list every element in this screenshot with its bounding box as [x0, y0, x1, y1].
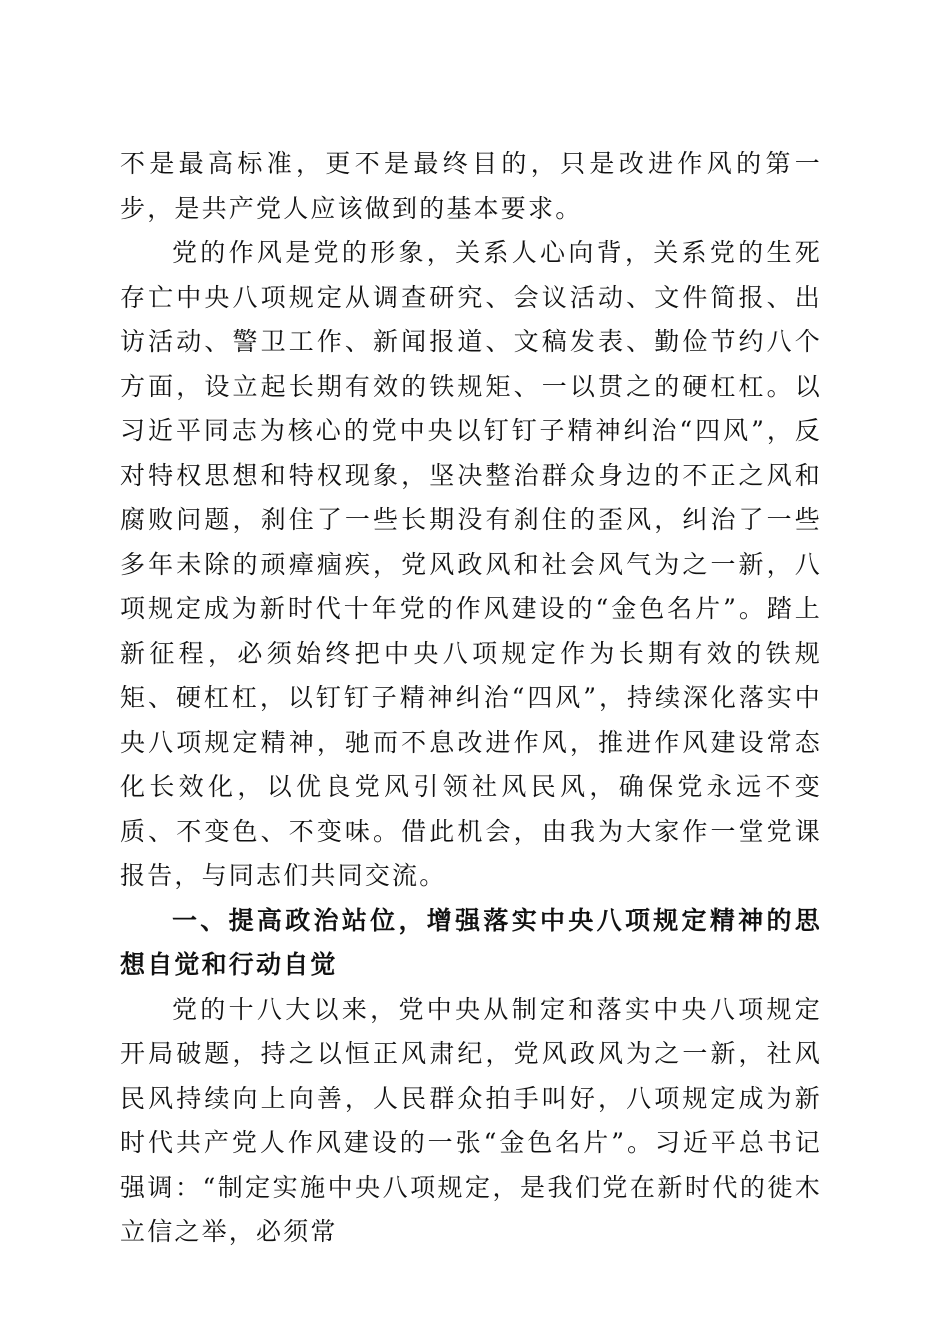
paragraph-continuation: 不是最高标准，更不是最终目的，只是改进作风的第一步，是共产党人应该做到的基本要求。 — [120, 149, 822, 223]
paragraph-party-style: 党的作风是党的形象，关系人心向背，关系党的生死存亡中央八项规定从调查研究、会议活动、文件简报、出访活动、警卫工作、新闻报道、文稿发表、勤俭节约八个方面，设立起长期有效的铁规矩、一以贯之的硬杠杠。以习近平同志为核心的党中央以钉钉子精神纠治“四风”，反对特权思想和特权现象，坚决整治群众身边的不正之风和腐败问题，刹住了一些长期没有刹住的歪风，纠治了一些多年未除的顽瘴痼疾，党风政风和社会风气为之一新，八项规定成为新时代十年党的作风建设的“金色名片”。踏上新征程，必须始终把中央八项规定作为长期有效的铁规矩、硬杠杠，以钉钉子精神纠治“四风”，持续深化落实中央八项规定精神，驰而不息改进作风，推进作风建设常态化长效化，以优良党风引领社风民风，确保党永远不变质、不变色、不变味。借此机会，由我为大家作一堂党课报告，与同志们共同交流。 — [120, 238, 822, 890]
paragraph-since-18th-congress: 党的十八大以来，党中央从制定和落实中央八项规定开局破题，持之以恒正风肃纪，党风政风为之一新，社风民风持续向上向善，人民群众拍手叫好，八项规定成为新时代共产党人作风建设的一张“金色名片”。习近平总书记强调：“制定实施中央八项规定，是我们党在新时代的徙木立信之举，必须常 — [120, 994, 822, 1246]
document-body — [120, 142, 822, 1255]
section-heading-one: 一、提高政治站位，增强落实中央八项规定精神的思想自觉和行动自觉 — [120, 905, 822, 979]
